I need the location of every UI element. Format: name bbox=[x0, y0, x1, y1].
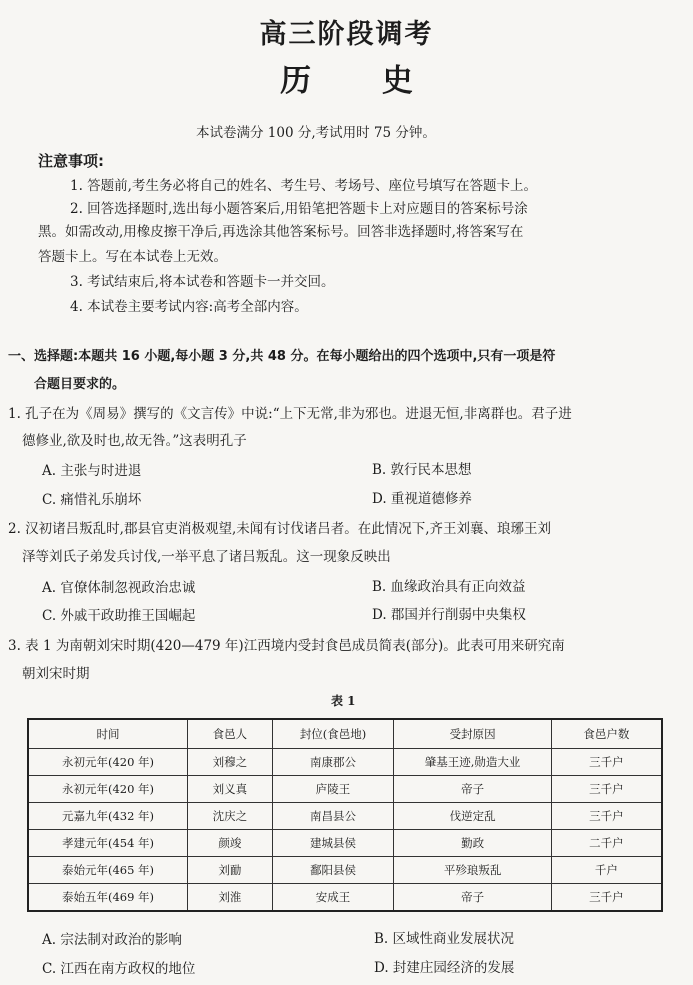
q2-option-a: A. 官僚体制忽视政治忠诚 bbox=[42, 580, 196, 596]
cell-title: 南昌县公 bbox=[272, 803, 394, 830]
exam-title: 高三阶段调考 bbox=[259, 19, 434, 50]
q1-stem-cont: 德修业,欲及时也,故无咎。”这表明孔子 bbox=[22, 433, 247, 449]
cell-person: 刘义真 bbox=[188, 776, 273, 803]
cell-title: 建城县侯 bbox=[272, 830, 394, 857]
table-row bbox=[28, 776, 662, 803]
notice-line-2: 2. 回答选择题时,选出每小题答案后,用铅笔把答题卡上对应题目的答案标号涂 bbox=[70, 201, 528, 217]
notice-line-5: 3. 考试结束后,将本试卷和答题卡一并交回。 bbox=[70, 274, 335, 290]
notice-line-1: 1. 答题前,考生务必将自己的姓名、考生号、考场号、座位号填写在答题卡上。 bbox=[70, 178, 537, 194]
cell-title: 鄱阳县侯 bbox=[272, 857, 394, 884]
cell-households: 三千户 bbox=[551, 884, 662, 912]
cell-person: 刘淮 bbox=[188, 884, 273, 912]
col-header-households: 食邑户数 bbox=[551, 719, 662, 749]
q2-stem: 2. 汉初诸吕叛乱时,郡县官吏消极观望,未闻有讨伐诸吕者。在此情况下,齐王刘襄、琅琊王刘 bbox=[8, 521, 552, 537]
cell-reason: 肇基王迹,勋造大业 bbox=[394, 749, 551, 776]
cell-time: 孝建元年(454 年) bbox=[28, 830, 188, 857]
q3-option-b: B. 区域性商业发展状况 bbox=[374, 931, 515, 947]
q3-stem-cont: 朝刘宋时期 bbox=[22, 666, 90, 682]
section-heading: 一、选择题:本题共 16 小题,每小题 3 分,共 48 分。在每小题给出的四个选项中,只有一项是符 bbox=[8, 349, 556, 364]
col-header-title: 封位(食邑地) bbox=[272, 719, 394, 749]
q2-option-c: C. 外戚干政助推王国崛起 bbox=[42, 608, 196, 624]
col-header-reason: 受封原因 bbox=[394, 719, 551, 749]
section-heading-cont: 合题目要求的。 bbox=[34, 377, 126, 392]
cell-time: 泰始元年(465 年) bbox=[28, 857, 188, 884]
cell-time: 元嘉九年(432 年) bbox=[28, 803, 188, 830]
cell-reason: 平殄琅叛乱 bbox=[394, 857, 551, 884]
table-row bbox=[28, 884, 662, 912]
cell-title: 南康郡公 bbox=[272, 749, 394, 776]
col-header-time: 时间 bbox=[28, 719, 188, 749]
q2-option-d: D. 郡国并行削弱中央集权 bbox=[372, 607, 526, 623]
cell-time: 泰始五年(469 年) bbox=[28, 884, 188, 912]
col-header-person: 食邑人 bbox=[188, 719, 273, 749]
notice-line-6: 4. 本试卷主要考试内容:高考全部内容。 bbox=[70, 299, 308, 315]
q1-option-b: B. 敦行民本思想 bbox=[372, 462, 472, 478]
cell-households: 三千户 bbox=[551, 776, 662, 803]
cell-person: 颜竣 bbox=[188, 830, 273, 857]
subject-title: 历 史 bbox=[280, 63, 413, 99]
cell-households: 三千户 bbox=[551, 803, 662, 830]
cell-title: 庐陵王 bbox=[272, 776, 394, 803]
table-row bbox=[28, 749, 662, 776]
cell-person: 沈庆之 bbox=[188, 803, 273, 830]
cell-households: 三千户 bbox=[551, 749, 662, 776]
table-caption: 表 1 bbox=[331, 694, 356, 708]
cell-reason: 勤政 bbox=[394, 830, 551, 857]
q1-option-c: C. 痛惜礼乐崩坏 bbox=[42, 492, 142, 508]
cell-title: 安成王 bbox=[272, 884, 394, 912]
cell-reason: 帝子 bbox=[394, 776, 551, 803]
q3-option-c: C. 江西在南方政权的地位 bbox=[42, 961, 196, 977]
notice-line-4: 答题卡上。写在本试卷上无效。 bbox=[38, 249, 227, 265]
q2-stem-cont: 泽等刘氏子弟发兵讨伐,一举平息了诸吕叛乱。这一现象反映出 bbox=[22, 549, 391, 565]
q3-option-a: A. 宗法制对政治的影响 bbox=[42, 932, 182, 948]
cell-person: 刘穆之 bbox=[188, 749, 273, 776]
q2-option-b: B. 血缘政治具有正向效益 bbox=[372, 579, 526, 595]
cell-reason: 伐逆定乱 bbox=[394, 803, 551, 830]
q3-stem: 3. 表 1 为南朝刘宋时期(420—479 年)江西境内受封食邑成员简表(部分)。此表可用来研究南 bbox=[8, 638, 565, 654]
exam-info: 本试卷满分 100 分,考试用时 75 分钟。 bbox=[196, 125, 436, 141]
table-row bbox=[28, 857, 662, 884]
cell-households: 千户 bbox=[551, 857, 662, 884]
q1-option-d: D. 重视道德修养 bbox=[372, 491, 472, 507]
cell-households: 二千户 bbox=[551, 830, 662, 857]
q1-stem: 1. 孔子在为《周易》撰写的《文言传》中说:“上下无常,非为邪也。进退无恒,非离群也。君子进 bbox=[8, 406, 572, 422]
cell-time: 永初元年(420 年) bbox=[28, 776, 188, 803]
notice-heading: 注意事项: bbox=[38, 152, 104, 170]
table-row bbox=[28, 803, 662, 830]
cell-time: 永初元年(420 年) bbox=[28, 749, 188, 776]
q1-option-a: A. 主张与时进退 bbox=[42, 463, 142, 479]
cell-reason: 帝子 bbox=[394, 884, 551, 912]
table-header-row bbox=[28, 719, 662, 749]
table-row bbox=[28, 830, 662, 857]
cell-person: 刘勔 bbox=[188, 857, 273, 884]
notice-line-3: 黑。如需改动,用橡皮擦干净后,再选涂其他答案标号。回答非选择题时,将答案写在 bbox=[38, 224, 524, 240]
q3-option-d: D. 封建庄园经济的发展 bbox=[374, 960, 515, 976]
fief-table bbox=[27, 718, 663, 912]
